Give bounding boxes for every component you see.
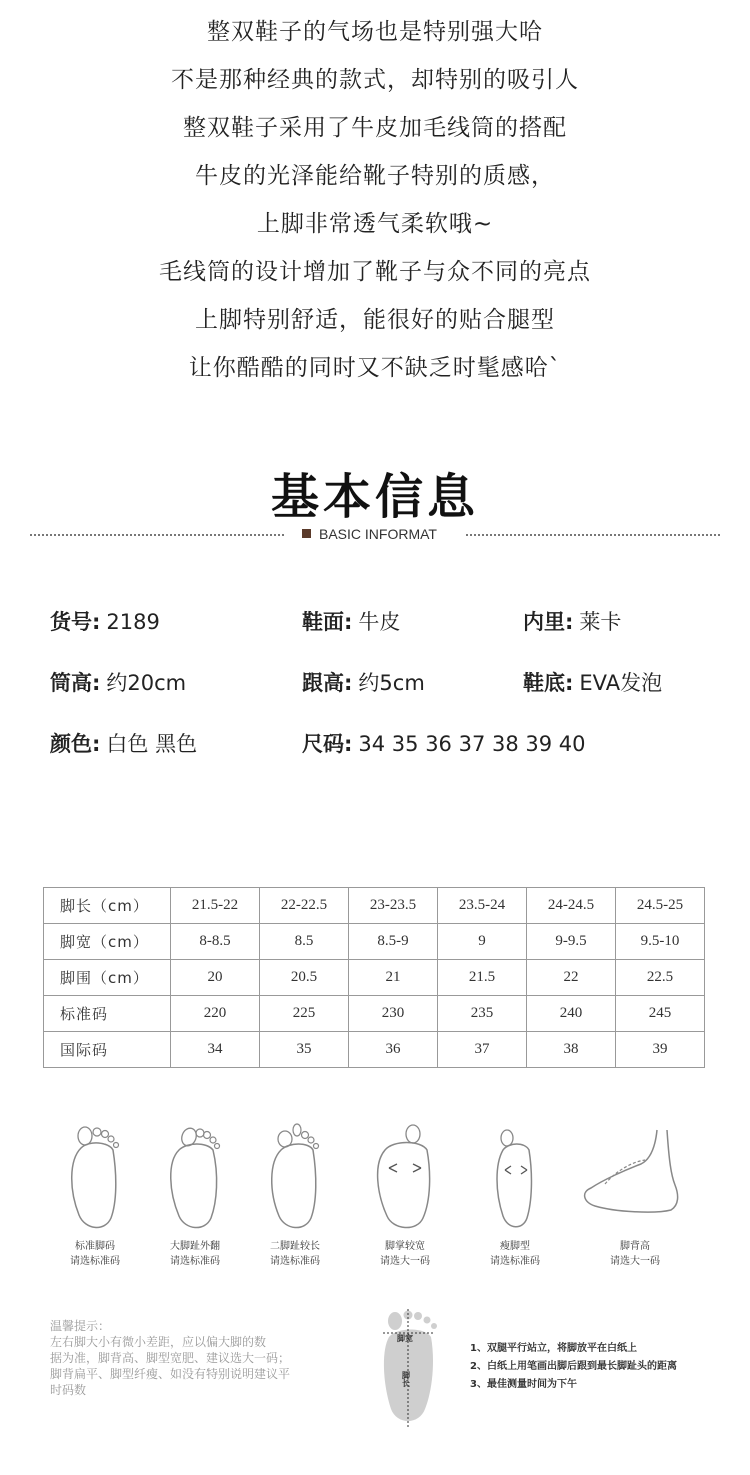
table-cell: 8.5-9	[349, 924, 438, 960]
info-row	[50, 606, 730, 667]
intro-line: 整双鞋子的气场也是特别强大哈	[207, 19, 543, 45]
foot-type-name: 脚背高	[620, 1241, 650, 1252]
measure-steps	[470, 1340, 740, 1394]
info-item	[302, 606, 400, 636]
table-cell: 37	[438, 1032, 527, 1068]
table-cell: 23-23.5	[349, 888, 438, 924]
table-cell: 220	[171, 996, 260, 1032]
step-item: 3、最佳测量时间为下午	[470, 1379, 577, 1390]
foot-outline-icon	[475, 1120, 555, 1235]
table-cell: 235	[438, 996, 527, 1032]
table-cell: 20.5	[260, 960, 349, 996]
table-cell: 21.5-22	[171, 888, 260, 924]
table-cell: 245	[616, 996, 705, 1032]
info-item	[302, 667, 425, 697]
foot-type-advice: 请选标准码	[70, 1256, 120, 1267]
foot-type-advice: 请选标准码	[270, 1256, 320, 1267]
dotted-rule-left	[30, 534, 284, 536]
info-key: 鞋底:	[523, 671, 574, 695]
foot-outline-icon	[155, 1120, 235, 1235]
table-cell: 39	[616, 1032, 705, 1068]
info-value: 约20cm	[106, 671, 187, 695]
info-value: EVA发泡	[579, 671, 663, 695]
info-value: 莱卡	[579, 610, 622, 634]
table-cell: 38	[527, 1032, 616, 1068]
info-value: 约5cm	[358, 671, 425, 695]
foot-type-name: 大脚趾外翻	[170, 1241, 220, 1252]
info-key: 跟高:	[302, 671, 353, 695]
tips-block	[50, 1318, 350, 1398]
intro-line: 上脚特别舒适，能很好的贴合腿型	[195, 307, 555, 333]
table-cell: 36	[349, 1032, 438, 1068]
foot-outline-icon	[365, 1120, 445, 1235]
table-cell: 225	[260, 996, 349, 1032]
table-cell: 8.5	[260, 924, 349, 960]
tips-line: 时码数	[50, 1383, 87, 1397]
foot-type-high-instep	[575, 1120, 695, 1269]
foot-type-name: 脚掌较宽	[385, 1241, 425, 1252]
measure-length-label: 脚长	[401, 1371, 411, 1387]
table-cell: 20	[171, 960, 260, 996]
info-key: 鞋面:	[302, 610, 353, 634]
tips-line: 据为准，脚背高、脚型宽肥、建议选大一码；	[50, 1351, 291, 1365]
intro-line: 让你酷酷的同时又不缺乏时髦感哈`	[188, 355, 562, 381]
foot-type-advice: 请选标准码	[170, 1256, 220, 1267]
tips-heading: 温馨提示：	[50, 1319, 111, 1333]
foot-type-bunion	[140, 1120, 250, 1269]
intro-line: 毛线筒的设计增加了靴子与众不同的亮点	[159, 259, 591, 285]
foot-outline-icon	[55, 1120, 135, 1235]
product-info	[50, 606, 730, 789]
table-cell: 9.5-10	[616, 924, 705, 960]
row-header: 国际码	[44, 1032, 171, 1068]
table-row	[44, 960, 705, 996]
size-table	[43, 887, 705, 1068]
foot-type-name: 瘦脚型	[500, 1241, 530, 1252]
square-icon	[302, 529, 311, 538]
foot-type-advice: 请选大一码	[380, 1256, 430, 1267]
table-row	[44, 888, 705, 924]
table-row	[44, 996, 705, 1032]
intro-line: 整双鞋子采用了牛皮加毛线筒的搭配	[183, 115, 567, 141]
foot-type-name: 标准脚码	[75, 1241, 115, 1252]
info-item	[523, 606, 621, 636]
step-item: 2、白纸上用笔画出脚后跟到最长脚趾头的距离	[470, 1361, 677, 1372]
table-cell: 230	[349, 996, 438, 1032]
table-cell: 22	[527, 960, 616, 996]
row-header: 脚长（cm）	[44, 888, 171, 924]
info-item	[50, 667, 186, 697]
section-subtitle-text: BASIC INFORMAT	[319, 526, 437, 542]
foot-print-icon	[375, 1305, 445, 1430]
intro-line: 上脚非常透气柔软哦~	[256, 211, 494, 237]
foot-side-icon	[575, 1120, 695, 1235]
info-row	[50, 728, 730, 789]
info-item	[523, 667, 662, 697]
foot-measure-diagram	[375, 1305, 445, 1430]
foot-outline-icon	[255, 1120, 335, 1235]
info-key: 颜色:	[50, 732, 101, 756]
measure-width-label: 脚宽	[397, 1334, 413, 1343]
table-row	[44, 924, 705, 960]
table-cell: 9-9.5	[527, 924, 616, 960]
info-value: 34 35 36 37 38 39 40	[358, 732, 586, 756]
section-divider	[30, 528, 720, 542]
table-cell: 8-8.5	[171, 924, 260, 960]
foot-type-wide	[350, 1120, 460, 1269]
row-header: 标准码	[44, 996, 171, 1032]
table-cell: 21	[349, 960, 438, 996]
info-key: 内里:	[523, 610, 574, 634]
foot-type-long-second-toe	[240, 1120, 350, 1269]
section-title: 基本信息	[270, 469, 479, 525]
info-key: 尺码:	[302, 732, 353, 756]
tips-line: 左右脚大小有微小差距，应以偏大脚的数	[50, 1335, 267, 1349]
table-cell: 22-22.5	[260, 888, 349, 924]
dotted-rule-right	[466, 534, 720, 536]
info-item	[302, 728, 586, 758]
info-value: 2189	[106, 610, 160, 634]
table-cell: 240	[527, 996, 616, 1032]
table-cell: 24.5-25	[616, 888, 705, 924]
info-key: 筒高:	[50, 671, 101, 695]
info-value: 白色 黑色	[106, 732, 198, 756]
intro-text	[0, 14, 750, 398]
table-cell: 21.5	[438, 960, 527, 996]
foot-type-slim	[460, 1120, 570, 1269]
table-row	[44, 1032, 705, 1068]
table-cell: 22.5	[616, 960, 705, 996]
info-item	[50, 728, 197, 758]
foot-type-standard	[40, 1120, 150, 1269]
info-item	[50, 606, 160, 636]
row-header: 脚围（cm）	[44, 960, 171, 996]
info-row	[50, 667, 730, 728]
foot-type-advice: 请选标准码	[490, 1256, 540, 1267]
table-cell: 35	[260, 1032, 349, 1068]
table-cell: 23.5-24	[438, 888, 527, 924]
info-key: 货号:	[50, 610, 101, 634]
foot-type-advice: 请选大一码	[610, 1256, 660, 1267]
tips-line: 脚背扁平、脚型纤瘦、如没有特别说明建议平	[50, 1367, 291, 1381]
step-item: 1、双腿平行站立，将脚放平在白纸上	[470, 1343, 637, 1354]
foot-type-guide	[40, 1120, 730, 1290]
row-header: 脚宽（cm）	[44, 924, 171, 960]
section-subtitle	[302, 526, 437, 542]
table-cell: 34	[171, 1032, 260, 1068]
info-value: 牛皮	[358, 610, 401, 634]
table-cell: 9	[438, 924, 527, 960]
intro-line: 不是那种经典的款式，却特别的吸引人	[171, 67, 579, 93]
table-cell: 24-24.5	[527, 888, 616, 924]
foot-type-name: 二脚趾较长	[270, 1241, 320, 1252]
intro-line: 牛皮的光泽能给靴子特别的质感，	[195, 163, 555, 189]
